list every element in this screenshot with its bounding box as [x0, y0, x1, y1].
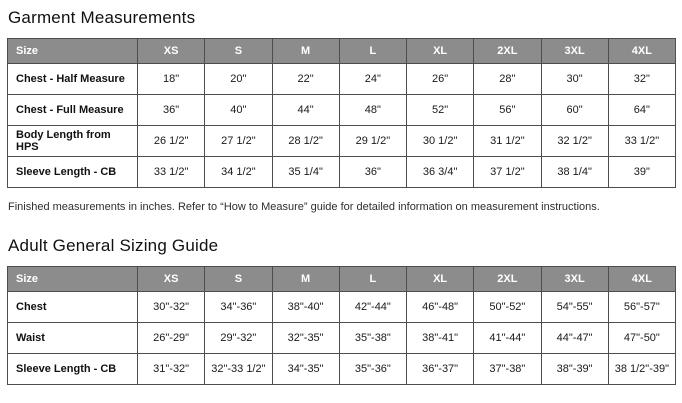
measurement-value-cell: 35"-36" — [339, 354, 406, 385]
measurement-value-cell: 38"-41" — [407, 323, 474, 354]
table-header — [8, 267, 676, 292]
size-column-header-cell: L — [339, 39, 406, 64]
measurement-value-cell: 39" — [608, 157, 675, 188]
measurement-value-cell: 35"-38" — [339, 323, 406, 354]
size-column-header-cell: XS — [138, 39, 205, 64]
measurement-value-cell: 20" — [205, 64, 272, 95]
table-body — [8, 64, 676, 188]
row-label-cell: Chest - Half Measure — [8, 64, 138, 95]
measurement-value-cell: 41"-44" — [474, 323, 541, 354]
size-column-header-cell: XL — [407, 267, 474, 292]
measurement-value-cell: 22" — [272, 64, 339, 95]
size-column-header-cell: 3XL — [541, 39, 608, 64]
measurement-value-cell: 34"-36" — [205, 292, 272, 323]
row-label-cell: Sleeve Length - CB — [8, 354, 138, 385]
measurement-value-cell: 32"-35" — [272, 323, 339, 354]
measurement-value-cell: 30" — [541, 64, 608, 95]
measurement-value-cell: 29 1/2" — [339, 126, 406, 157]
row-label-cell: Chest — [8, 292, 138, 323]
table-row — [8, 64, 676, 95]
measurement-value-cell: 56" — [474, 95, 541, 126]
size-column-header-cell: L — [339, 267, 406, 292]
measurement-value-cell: 36" — [138, 95, 205, 126]
size-column-header-cell: 4XL — [608, 267, 675, 292]
size-column-header-cell: XL — [407, 39, 474, 64]
size-column-header-cell: XS — [138, 267, 205, 292]
adult-general-sizing-table — [7, 266, 676, 385]
measurement-value-cell: 60" — [541, 95, 608, 126]
size-column-header-cell: S — [205, 267, 272, 292]
measurement-value-cell: 44"-47" — [541, 323, 608, 354]
measurement-value-cell: 52" — [407, 95, 474, 126]
measurement-value-cell: 26 1/2" — [138, 126, 205, 157]
size-column-header-cell: 4XL — [608, 39, 675, 64]
measurement-value-cell: 48" — [339, 95, 406, 126]
measurement-value-cell: 36"-37" — [407, 354, 474, 385]
row-label-cell: Chest - Full Measure — [8, 95, 138, 126]
measurement-value-cell: 30"-32" — [138, 292, 205, 323]
measurement-value-cell: 38"-39" — [541, 354, 608, 385]
table-row — [8, 157, 676, 188]
measurement-value-cell: 42"-44" — [339, 292, 406, 323]
size-column-header-cell: S — [205, 39, 272, 64]
size-label-header-cell: Size — [8, 39, 138, 64]
measurement-value-cell: 29"-32" — [205, 323, 272, 354]
size-column-header-cell: 3XL — [541, 267, 608, 292]
measurement-value-cell: 26" — [407, 64, 474, 95]
measurement-value-cell: 56"-57" — [608, 292, 675, 323]
measurement-value-cell: 18" — [138, 64, 205, 95]
garment-measurements-table — [7, 38, 676, 188]
table-row — [8, 354, 676, 385]
measurement-value-cell: 44" — [272, 95, 339, 126]
size-column-header-cell: M — [272, 39, 339, 64]
table-row — [8, 292, 676, 323]
measurement-value-cell: 34 1/2" — [205, 157, 272, 188]
measurement-value-cell: 31 1/2" — [474, 126, 541, 157]
measurement-value-cell: 32" — [608, 64, 675, 95]
measurement-value-cell: 38 1/2"-39" — [608, 354, 675, 385]
measurement-value-cell: 35 1/4" — [272, 157, 339, 188]
measurement-value-cell: 36 3/4" — [407, 157, 474, 188]
size-label-header-cell: Size — [8, 267, 138, 292]
measurement-value-cell: 38 1/4" — [541, 157, 608, 188]
measurement-value-cell: 31"-32" — [138, 354, 205, 385]
measurement-value-cell: 47"-50" — [608, 323, 675, 354]
size-column-header-cell: M — [272, 267, 339, 292]
measurement-value-cell: 28" — [474, 64, 541, 95]
table-row — [8, 323, 676, 354]
measurement-value-cell: 40" — [205, 95, 272, 126]
adult-general-sizing-title: Adult General Sizing Guide — [8, 236, 219, 255]
measurement-value-cell: 27 1/2" — [205, 126, 272, 157]
measurement-value-cell: 33 1/2" — [138, 157, 205, 188]
size-column-header-cell: 2XL — [474, 39, 541, 64]
measurement-value-cell: 37 1/2" — [474, 157, 541, 188]
table-header — [8, 39, 676, 64]
measurement-value-cell: 54"-55" — [541, 292, 608, 323]
measurement-value-cell: 46"-48" — [407, 292, 474, 323]
measurement-value-cell: 34"-35" — [272, 354, 339, 385]
row-label-cell: Sleeve Length - CB — [8, 157, 138, 188]
measurement-value-cell: 32"-33 1/2" — [205, 354, 272, 385]
table-row — [8, 126, 676, 157]
measurement-value-cell: 38"-40" — [272, 292, 339, 323]
row-label-cell: Waist — [8, 323, 138, 354]
header-row — [8, 267, 676, 292]
measurement-value-cell: 33 1/2" — [608, 126, 675, 157]
measurement-value-cell: 36" — [339, 157, 406, 188]
garment-measurements-title: Garment Measurements — [8, 8, 196, 27]
size-column-header-cell: 2XL — [474, 267, 541, 292]
measurement-value-cell: 37"-38" — [474, 354, 541, 385]
row-label-cell: Body Length from HPS — [8, 126, 138, 157]
measurement-value-cell: 26"-29" — [138, 323, 205, 354]
table-body — [8, 292, 676, 385]
table-row — [8, 95, 676, 126]
measurement-value-cell: 50"-52" — [474, 292, 541, 323]
header-row — [8, 39, 676, 64]
measurement-value-cell: 28 1/2" — [272, 126, 339, 157]
measurement-value-cell: 64" — [608, 95, 675, 126]
measurement-value-cell: 30 1/2" — [407, 126, 474, 157]
measurement-value-cell: 24" — [339, 64, 406, 95]
measurement-footnote: Finished measurements in inches. Refer to “How to Measure” guide for detailed information on measurement instructions. — [8, 201, 600, 213]
measurement-value-cell: 32 1/2" — [541, 126, 608, 157]
